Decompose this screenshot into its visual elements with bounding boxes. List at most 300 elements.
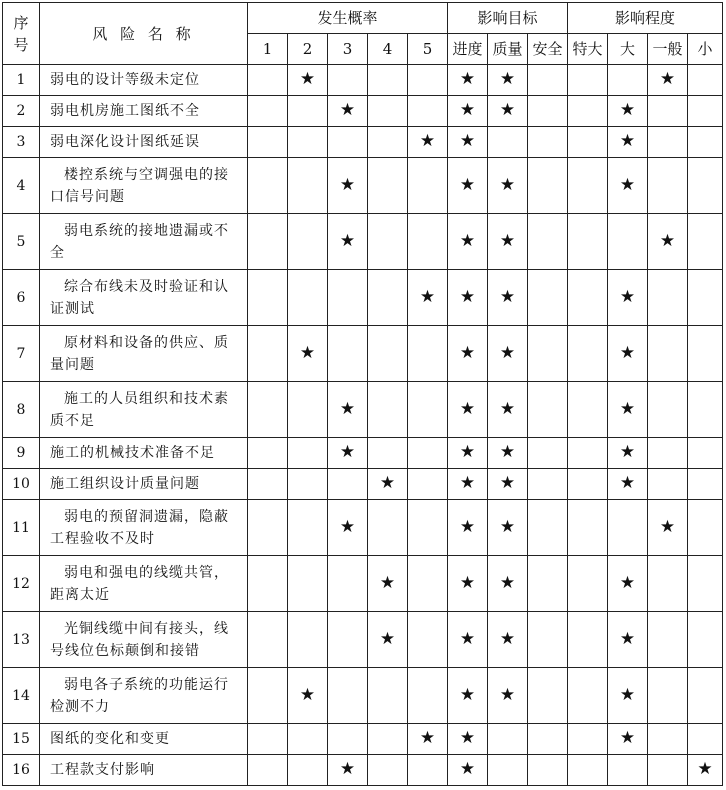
cell-prob-3 [328, 214, 368, 270]
cell-prob-1 [248, 755, 288, 786]
row-number: 15 [3, 724, 40, 755]
cell-degree-large [608, 65, 648, 96]
cell-degree-extreme [568, 382, 608, 438]
cell-target-safety [528, 556, 568, 612]
cell-prob-5 [408, 127, 448, 158]
star-icon: ★ [459, 572, 476, 593]
star-icon: ★ [619, 398, 636, 419]
star-icon: ★ [459, 131, 476, 151]
row-number: 3 [3, 127, 40, 158]
cell-prob-4 [368, 382, 408, 438]
header-target: 影响目标 [448, 3, 568, 34]
table-row [3, 612, 723, 668]
cell-degree-general [648, 326, 688, 382]
star-icon: ★ [619, 728, 636, 748]
cell-prob-4 [368, 556, 408, 612]
header-col-degree-general: 一般 [648, 34, 688, 65]
cell-degree-general [648, 214, 688, 270]
cell-prob-2 [288, 382, 328, 438]
cell-target-quality [488, 438, 528, 469]
cell-degree-small [688, 214, 723, 270]
cell-prob-2 [288, 755, 328, 786]
cell-prob-2 [288, 326, 328, 382]
cell-degree-general [648, 724, 688, 755]
cell-prob-5 [408, 65, 448, 96]
cell-prob-2 [288, 724, 328, 755]
cell-degree-small [688, 326, 723, 382]
cell-degree-extreme [568, 158, 608, 214]
cell-target-progress [448, 65, 488, 96]
star-icon: ★ [499, 442, 516, 462]
cell-degree-general [648, 158, 688, 214]
risk-name: 图纸的变化和变更 [40, 724, 248, 755]
table-row [3, 755, 723, 786]
cell-degree-extreme [568, 326, 608, 382]
table-row [3, 469, 723, 500]
cell-degree-large [608, 158, 648, 214]
cell-prob-5 [408, 612, 448, 668]
cell-prob-5 [408, 96, 448, 127]
cell-prob-4 [368, 158, 408, 214]
cell-target-progress [448, 270, 488, 326]
cell-degree-extreme [568, 270, 608, 326]
cell-degree-small [688, 755, 723, 786]
risk-name: 光铜线缆中间有接头，线号线位色标颠倒和接错 [40, 612, 248, 668]
cell-prob-1 [248, 500, 288, 556]
cell-target-safety [528, 755, 568, 786]
star-icon: ★ [619, 628, 636, 649]
cell-degree-large [608, 469, 648, 500]
star-icon: ★ [299, 342, 316, 363]
star-icon: ★ [499, 174, 516, 195]
cell-target-quality [488, 326, 528, 382]
star-icon: ★ [379, 572, 396, 593]
cell-prob-3 [328, 65, 368, 96]
cell-target-safety [528, 469, 568, 500]
risk-name: 弱电的设计等级未定位 [40, 65, 248, 96]
cell-prob-4 [368, 127, 408, 158]
cell-prob-3 [328, 500, 368, 556]
cell-degree-small [688, 724, 723, 755]
table-body [3, 65, 723, 786]
cell-target-progress [448, 556, 488, 612]
risk-table [2, 2, 723, 786]
star-icon: ★ [659, 230, 676, 251]
star-icon: ★ [499, 69, 516, 89]
table-header [3, 3, 723, 65]
row-number: 16 [3, 755, 40, 786]
cell-target-quality [488, 382, 528, 438]
star-icon: ★ [499, 516, 516, 537]
header-col-degree-extreme: 特大 [568, 34, 608, 65]
risk-name: 弱电机房施工图纸不全 [40, 96, 248, 127]
cell-prob-1 [248, 668, 288, 724]
risk-name: 弱电深化设计图纸延误 [40, 127, 248, 158]
cell-prob-1 [248, 724, 288, 755]
star-icon: ★ [499, 398, 516, 419]
cell-target-progress [448, 724, 488, 755]
cell-target-safety [528, 500, 568, 556]
cell-target-safety [528, 270, 568, 326]
cell-target-quality [488, 469, 528, 500]
cell-degree-small [688, 556, 723, 612]
header-col-degree-large: 大 [608, 34, 648, 65]
cell-prob-5 [408, 270, 448, 326]
star-icon: ★ [459, 398, 476, 419]
star-icon: ★ [459, 442, 476, 462]
header-col-target-quality: 质量 [488, 34, 528, 65]
cell-prob-5 [408, 158, 448, 214]
header-col-prob-5: 5 [408, 34, 448, 65]
header-probability: 发生概率 [248, 3, 448, 34]
cell-degree-extreme [568, 214, 608, 270]
risk-name: 施工的人员组织和技术素质不足 [40, 382, 248, 438]
cell-prob-3 [328, 668, 368, 724]
cell-prob-1 [248, 556, 288, 612]
cell-target-progress [448, 469, 488, 500]
cell-target-quality [488, 556, 528, 612]
star-icon: ★ [379, 473, 396, 493]
cell-prob-5 [408, 382, 448, 438]
cell-degree-small [688, 127, 723, 158]
star-icon: ★ [619, 131, 636, 151]
cell-target-safety [528, 96, 568, 127]
header-degree: 影响程度 [568, 3, 723, 34]
star-icon: ★ [339, 174, 356, 195]
star-icon: ★ [339, 442, 356, 462]
cell-prob-5 [408, 755, 448, 786]
star-icon: ★ [459, 286, 476, 307]
cell-degree-large [608, 326, 648, 382]
header-col-prob-1: 1 [248, 34, 288, 65]
header-col-prob-3: 3 [328, 34, 368, 65]
star-icon: ★ [379, 628, 396, 649]
cell-target-progress [448, 214, 488, 270]
star-icon: ★ [339, 759, 356, 779]
cell-prob-4 [368, 612, 408, 668]
cell-degree-small [688, 65, 723, 96]
cell-target-safety [528, 127, 568, 158]
table-row [3, 270, 723, 326]
star-icon: ★ [459, 174, 476, 195]
row-number: 7 [3, 326, 40, 382]
cell-prob-4 [368, 724, 408, 755]
cell-prob-2 [288, 158, 328, 214]
cell-target-progress [448, 438, 488, 469]
cell-prob-4 [368, 438, 408, 469]
cell-target-quality [488, 755, 528, 786]
cell-degree-small [688, 158, 723, 214]
cell-degree-large [608, 556, 648, 612]
cell-prob-4 [368, 326, 408, 382]
star-icon: ★ [619, 100, 636, 120]
star-icon: ★ [619, 572, 636, 593]
risk-name: 楼控系统与空调强电的接口信号问题 [40, 158, 248, 214]
cell-prob-2 [288, 270, 328, 326]
cell-target-safety [528, 158, 568, 214]
cell-degree-extreme [568, 556, 608, 612]
cell-prob-2 [288, 469, 328, 500]
cell-prob-2 [288, 612, 328, 668]
cell-degree-small [688, 270, 723, 326]
cell-target-safety [528, 214, 568, 270]
table-row [3, 158, 723, 214]
row-number: 2 [3, 96, 40, 127]
cell-prob-4 [368, 469, 408, 500]
cell-prob-1 [248, 270, 288, 326]
risk-name: 弱电各子系统的功能运行检测不力 [40, 668, 248, 724]
cell-degree-extreme [568, 96, 608, 127]
cell-degree-large [608, 438, 648, 469]
row-number: 10 [3, 469, 40, 500]
cell-prob-1 [248, 326, 288, 382]
row-number: 12 [3, 556, 40, 612]
cell-degree-general [648, 65, 688, 96]
star-icon: ★ [459, 684, 476, 705]
cell-degree-general [648, 500, 688, 556]
cell-prob-1 [248, 214, 288, 270]
cell-prob-5 [408, 438, 448, 469]
star-icon: ★ [339, 516, 356, 537]
cell-prob-3 [328, 127, 368, 158]
table-row [3, 127, 723, 158]
cell-prob-2 [288, 65, 328, 96]
cell-degree-general [648, 612, 688, 668]
cell-degree-small [688, 668, 723, 724]
row-number: 11 [3, 500, 40, 556]
star-icon: ★ [419, 728, 436, 748]
header-col-degree-small: 小 [688, 34, 723, 65]
header-col-target-safety: 安全 [528, 34, 568, 65]
row-number: 5 [3, 214, 40, 270]
cell-prob-3 [328, 438, 368, 469]
cell-prob-1 [248, 158, 288, 214]
header-seq: 序号 [3, 3, 40, 65]
row-number: 14 [3, 668, 40, 724]
cell-degree-small [688, 438, 723, 469]
star-icon: ★ [459, 628, 476, 649]
cell-target-quality [488, 270, 528, 326]
star-icon: ★ [459, 100, 476, 120]
cell-degree-extreme [568, 438, 608, 469]
cell-degree-general [648, 382, 688, 438]
cell-target-progress [448, 612, 488, 668]
star-icon: ★ [619, 684, 636, 705]
header-name: 风 险 名 称 [40, 3, 248, 65]
cell-degree-small [688, 469, 723, 500]
cell-prob-1 [248, 612, 288, 668]
cell-target-safety [528, 668, 568, 724]
cell-prob-3 [328, 96, 368, 127]
star-icon: ★ [659, 69, 676, 89]
cell-degree-general [648, 556, 688, 612]
cell-prob-4 [368, 500, 408, 556]
risk-name: 弱电系统的接地遗漏或不全 [40, 214, 248, 270]
star-icon: ★ [419, 286, 436, 307]
cell-prob-4 [368, 214, 408, 270]
table-row [3, 668, 723, 724]
row-number: 4 [3, 158, 40, 214]
table-row [3, 500, 723, 556]
cell-prob-4 [368, 668, 408, 724]
cell-degree-extreme [568, 668, 608, 724]
cell-target-safety [528, 724, 568, 755]
cell-degree-large [608, 668, 648, 724]
cell-prob-5 [408, 556, 448, 612]
cell-degree-general [648, 755, 688, 786]
table-row [3, 382, 723, 438]
cell-prob-3 [328, 755, 368, 786]
cell-target-progress [448, 382, 488, 438]
star-icon: ★ [499, 100, 516, 120]
star-icon: ★ [459, 342, 476, 363]
cell-prob-1 [248, 469, 288, 500]
star-icon: ★ [459, 230, 476, 251]
cell-prob-1 [248, 438, 288, 469]
cell-target-progress [448, 127, 488, 158]
table-row [3, 438, 723, 469]
cell-target-progress [448, 96, 488, 127]
cell-target-safety [528, 326, 568, 382]
cell-degree-general [648, 127, 688, 158]
cell-target-quality [488, 96, 528, 127]
cell-degree-extreme [568, 127, 608, 158]
cell-degree-large [608, 96, 648, 127]
cell-degree-extreme [568, 469, 608, 500]
cell-degree-general [648, 438, 688, 469]
cell-target-quality [488, 500, 528, 556]
risk-name: 弱电和强电的线缆共管，距离太近 [40, 556, 248, 612]
cell-degree-general [648, 668, 688, 724]
cell-degree-large [608, 382, 648, 438]
star-icon: ★ [339, 398, 356, 419]
star-icon: ★ [459, 473, 476, 493]
cell-prob-3 [328, 469, 368, 500]
cell-target-progress [448, 158, 488, 214]
cell-prob-3 [328, 326, 368, 382]
cell-degree-large [608, 270, 648, 326]
cell-prob-4 [368, 96, 408, 127]
star-icon: ★ [619, 286, 636, 307]
star-icon: ★ [659, 516, 676, 537]
cell-degree-general [648, 96, 688, 127]
cell-prob-4 [368, 755, 408, 786]
cell-prob-2 [288, 127, 328, 158]
star-icon: ★ [459, 759, 476, 779]
star-icon: ★ [499, 684, 516, 705]
header-col-target-progress: 进度 [448, 34, 488, 65]
star-icon: ★ [499, 572, 516, 593]
star-icon: ★ [499, 473, 516, 493]
risk-name: 工程款支付影响 [40, 755, 248, 786]
cell-target-safety [528, 382, 568, 438]
cell-prob-2 [288, 96, 328, 127]
cell-target-quality [488, 724, 528, 755]
cell-target-quality [488, 127, 528, 158]
cell-target-progress [448, 326, 488, 382]
cell-target-safety [528, 438, 568, 469]
cell-prob-5 [408, 500, 448, 556]
risk-name: 弱电的预留洞遗漏，隐蔽工程验收不及时 [40, 500, 248, 556]
cell-prob-5 [408, 668, 448, 724]
cell-prob-2 [288, 556, 328, 612]
star-icon: ★ [299, 69, 316, 89]
cell-target-quality [488, 214, 528, 270]
cell-degree-small [688, 382, 723, 438]
risk-name: 原材料和设备的供应、质量问题 [40, 326, 248, 382]
cell-degree-large [608, 612, 648, 668]
star-icon: ★ [499, 342, 516, 363]
cell-degree-general [648, 270, 688, 326]
table-row [3, 214, 723, 270]
cell-degree-large [608, 500, 648, 556]
table-row [3, 65, 723, 96]
row-number: 13 [3, 612, 40, 668]
cell-degree-large [608, 724, 648, 755]
cell-prob-3 [328, 612, 368, 668]
cell-degree-large [608, 127, 648, 158]
cell-target-quality [488, 668, 528, 724]
star-icon: ★ [339, 100, 356, 120]
cell-degree-general [648, 469, 688, 500]
star-icon: ★ [499, 286, 516, 307]
cell-prob-5 [408, 326, 448, 382]
star-icon: ★ [459, 516, 476, 537]
cell-prob-2 [288, 214, 328, 270]
cell-degree-large [608, 755, 648, 786]
table-row [3, 326, 723, 382]
cell-degree-extreme [568, 500, 608, 556]
star-icon: ★ [697, 759, 713, 779]
row-number: 9 [3, 438, 40, 469]
cell-target-progress [448, 668, 488, 724]
table-row [3, 96, 723, 127]
cell-target-quality [488, 612, 528, 668]
cell-target-quality [488, 158, 528, 214]
cell-prob-5 [408, 724, 448, 755]
cell-prob-2 [288, 438, 328, 469]
cell-prob-1 [248, 65, 288, 96]
star-icon: ★ [619, 174, 636, 195]
header-col-prob-2: 2 [288, 34, 328, 65]
table-row [3, 724, 723, 755]
row-number: 1 [3, 65, 40, 96]
star-icon: ★ [499, 230, 516, 251]
cell-target-safety [528, 612, 568, 668]
cell-prob-5 [408, 469, 448, 500]
star-icon: ★ [339, 230, 356, 251]
cell-target-safety [528, 65, 568, 96]
cell-prob-3 [328, 382, 368, 438]
cell-degree-extreme [568, 65, 608, 96]
cell-target-progress [448, 500, 488, 556]
cell-prob-4 [368, 65, 408, 96]
cell-degree-extreme [568, 724, 608, 755]
star-icon: ★ [419, 131, 436, 151]
cell-prob-2 [288, 668, 328, 724]
cell-degree-small [688, 500, 723, 556]
cell-degree-extreme [568, 612, 608, 668]
cell-prob-3 [328, 724, 368, 755]
cell-degree-extreme [568, 755, 608, 786]
cell-prob-3 [328, 158, 368, 214]
star-icon: ★ [459, 69, 476, 89]
cell-prob-1 [248, 382, 288, 438]
cell-degree-small [688, 96, 723, 127]
star-icon: ★ [619, 473, 636, 493]
cell-prob-5 [408, 214, 448, 270]
cell-prob-1 [248, 127, 288, 158]
